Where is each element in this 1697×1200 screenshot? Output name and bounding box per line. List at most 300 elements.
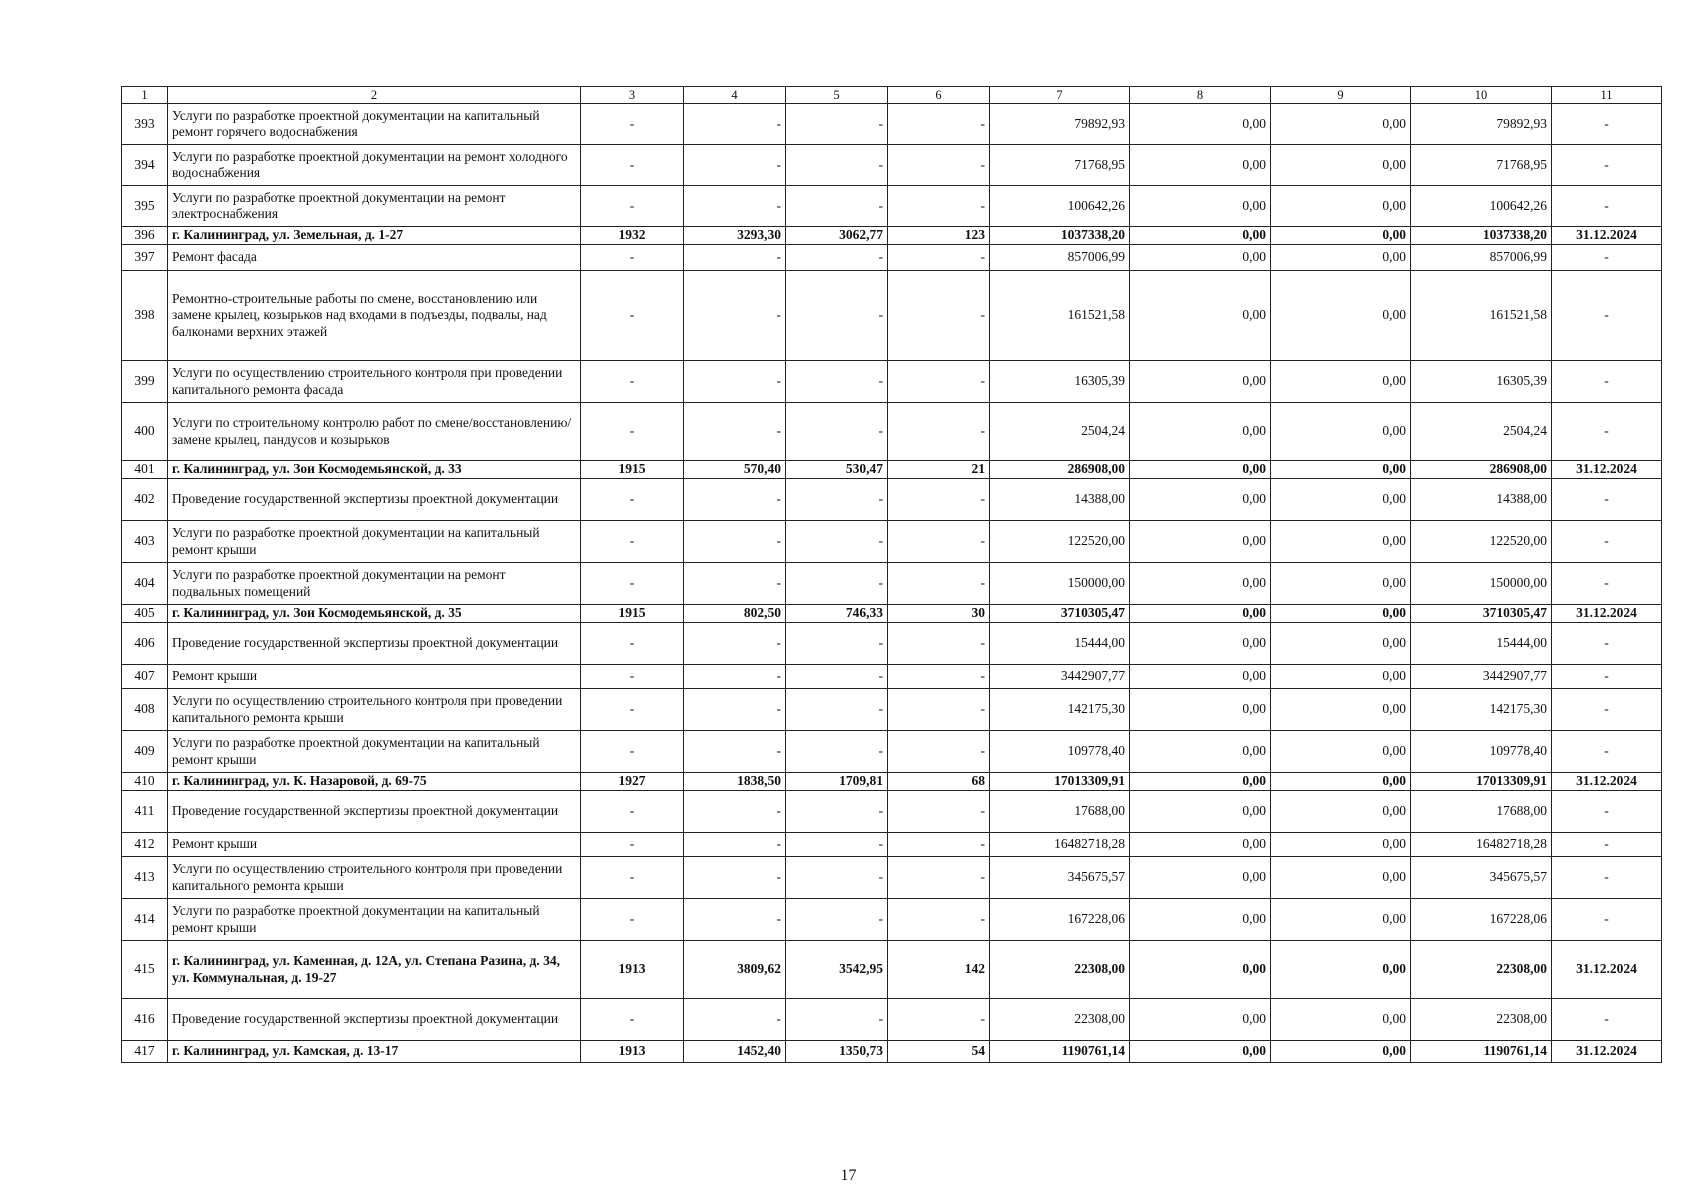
area-living-cell: 3062,77 — [786, 227, 888, 245]
year-cell: - — [581, 521, 684, 563]
year-cell: - — [581, 361, 684, 403]
item-name: Проведение государственной экспертизы проектной документации — [168, 999, 581, 1041]
address-row — [122, 1041, 1662, 1063]
deadline-cell: - — [1552, 145, 1662, 186]
deadline-cell: - — [1552, 104, 1662, 145]
deadline-cell: - — [1552, 563, 1662, 605]
deadline-cell: - — [1552, 999, 1662, 1041]
cost-col8-cell: 0,00 — [1130, 999, 1271, 1041]
deadline-cell: - — [1552, 186, 1662, 227]
year-cell: 1913 — [581, 1041, 684, 1063]
cost-col9-cell: 0,00 — [1271, 563, 1411, 605]
year-cell: 1915 — [581, 461, 684, 479]
year-cell: - — [581, 899, 684, 941]
cost-col8-cell: 0,00 — [1130, 461, 1271, 479]
area-total-cell: - — [684, 403, 786, 461]
cost-col10-cell: 22308,00 — [1411, 999, 1552, 1041]
column-number-header-row — [122, 87, 1662, 104]
area-total-cell: - — [684, 999, 786, 1041]
cost-col10-cell: 3442907,77 — [1411, 665, 1552, 689]
work-item-row — [122, 403, 1662, 461]
deadline-cell: - — [1552, 479, 1662, 521]
cost-col10-cell: 167228,06 — [1411, 899, 1552, 941]
row-number: 398 — [122, 271, 168, 361]
work-item-row — [122, 145, 1662, 186]
item-name: Услуги по разработке проектной документации на капитальный ремонт крыши — [168, 731, 581, 773]
cost-col10-cell: 3710305,47 — [1411, 605, 1552, 623]
area-living-cell: - — [786, 521, 888, 563]
row-number: 414 — [122, 899, 168, 941]
cost-col9-cell: 0,00 — [1271, 999, 1411, 1041]
row-number: 405 — [122, 605, 168, 623]
cost-col8-cell: 0,00 — [1130, 833, 1271, 857]
cost-total-cell: 16305,39 — [990, 361, 1130, 403]
cost-col8-cell: 0,00 — [1130, 623, 1271, 665]
cost-col10-cell: 122520,00 — [1411, 521, 1552, 563]
address-row — [122, 941, 1662, 999]
cost-col10-cell: 14388,00 — [1411, 479, 1552, 521]
cost-col9-cell: 0,00 — [1271, 791, 1411, 833]
area-total-cell: 3809,62 — [684, 941, 786, 999]
area-living-cell: - — [786, 245, 888, 271]
area-living-cell: 3542,95 — [786, 941, 888, 999]
area-total-cell: - — [684, 104, 786, 145]
area-living-cell: - — [786, 999, 888, 1041]
deadline-cell: - — [1552, 245, 1662, 271]
cost-col8-cell: 0,00 — [1130, 941, 1271, 999]
residents-cell: - — [888, 361, 990, 403]
column-header: 3 — [581, 87, 684, 104]
residents-cell: - — [888, 563, 990, 605]
row-number: 415 — [122, 941, 168, 999]
year-cell: - — [581, 479, 684, 521]
cost-col10-cell: 17013309,91 — [1411, 773, 1552, 791]
cost-total-cell: 109778,40 — [990, 731, 1130, 773]
cost-col8-cell: 0,00 — [1130, 479, 1271, 521]
cost-total-cell: 142175,30 — [990, 689, 1130, 731]
residents-cell: 123 — [888, 227, 990, 245]
cost-total-cell: 22308,00 — [990, 999, 1130, 1041]
area-total-cell: - — [684, 665, 786, 689]
area-living-cell: 746,33 — [786, 605, 888, 623]
deadline-cell: - — [1552, 403, 1662, 461]
item-name: Услуги по разработке проектной документации на капитальный ремонт крыши — [168, 521, 581, 563]
cost-total-cell: 3710305,47 — [990, 605, 1130, 623]
year-cell: - — [581, 403, 684, 461]
cost-col10-cell: 1037338,20 — [1411, 227, 1552, 245]
area-total-cell: 802,50 — [684, 605, 786, 623]
address-row — [122, 227, 1662, 245]
deadline-cell: - — [1552, 899, 1662, 941]
cost-col9-cell: 0,00 — [1271, 361, 1411, 403]
address-row — [122, 605, 1662, 623]
cost-total-cell: 857006,99 — [990, 245, 1130, 271]
year-cell: 1913 — [581, 941, 684, 999]
year-cell: - — [581, 186, 684, 227]
area-total-cell: 1838,50 — [684, 773, 786, 791]
area-living-cell: - — [786, 665, 888, 689]
cost-col8-cell: 0,00 — [1130, 1041, 1271, 1063]
cost-total-cell: 22308,00 — [990, 941, 1130, 999]
deadline-cell: 31.12.2024 — [1552, 773, 1662, 791]
year-cell: - — [581, 791, 684, 833]
area-total-cell: - — [684, 899, 786, 941]
cost-col8-cell: 0,00 — [1130, 563, 1271, 605]
cost-col9-cell: 0,00 — [1271, 773, 1411, 791]
row-number: 408 — [122, 689, 168, 731]
area-living-cell: - — [786, 791, 888, 833]
cost-col10-cell: 71768,95 — [1411, 145, 1552, 186]
deadline-cell: - — [1552, 731, 1662, 773]
cost-col10-cell: 16305,39 — [1411, 361, 1552, 403]
year-cell: 1915 — [581, 605, 684, 623]
area-total-cell: - — [684, 689, 786, 731]
item-name: г. Калининград, ул. Зои Космодемьянской, д. 35 — [168, 605, 581, 623]
area-living-cell: - — [786, 479, 888, 521]
item-name: Ремонт фасада — [168, 245, 581, 271]
year-cell: - — [581, 833, 684, 857]
row-number: 416 — [122, 999, 168, 1041]
year-cell: - — [581, 145, 684, 186]
deadline-cell: 31.12.2024 — [1552, 1041, 1662, 1063]
cost-col10-cell: 345675,57 — [1411, 857, 1552, 899]
cost-col9-cell: 0,00 — [1271, 145, 1411, 186]
residents-cell: 21 — [888, 461, 990, 479]
page-number: 17 — [840, 1167, 857, 1184]
cost-col10-cell: 100642,26 — [1411, 186, 1552, 227]
area-total-cell: 3293,30 — [684, 227, 786, 245]
cost-col9-cell: 0,00 — [1271, 104, 1411, 145]
area-living-cell: - — [786, 403, 888, 461]
cost-col9-cell: 0,00 — [1271, 689, 1411, 731]
cost-total-cell: 1037338,20 — [990, 227, 1130, 245]
item-name: Проведение государственной экспертизы проектной документации — [168, 479, 581, 521]
area-total-cell: - — [684, 731, 786, 773]
cost-col10-cell: 16482718,28 — [1411, 833, 1552, 857]
area-living-cell: - — [786, 271, 888, 361]
cost-col9-cell: 0,00 — [1271, 857, 1411, 899]
deadline-cell: 31.12.2024 — [1552, 941, 1662, 999]
row-number: 400 — [122, 403, 168, 461]
item-name: Проведение государственной экспертизы проектной документации — [168, 791, 581, 833]
item-name: г. Калининград, ул. Камская, д. 13-17 — [168, 1041, 581, 1063]
cost-col9-cell: 0,00 — [1271, 623, 1411, 665]
year-cell: - — [581, 857, 684, 899]
row-number: 396 — [122, 227, 168, 245]
year-cell: - — [581, 271, 684, 361]
row-number: 411 — [122, 791, 168, 833]
cost-col10-cell: 286908,00 — [1411, 461, 1552, 479]
cost-col9-cell: 0,00 — [1271, 521, 1411, 563]
cost-col10-cell: 109778,40 — [1411, 731, 1552, 773]
cost-total-cell: 14388,00 — [990, 479, 1130, 521]
row-number: 409 — [122, 731, 168, 773]
cost-total-cell: 286908,00 — [990, 461, 1130, 479]
work-item-row — [122, 731, 1662, 773]
cost-col9-cell: 0,00 — [1271, 403, 1411, 461]
row-number: 401 — [122, 461, 168, 479]
work-item-row — [122, 521, 1662, 563]
area-living-cell: 1709,81 — [786, 773, 888, 791]
column-header: 7 — [990, 87, 1130, 104]
cost-col8-cell: 0,00 — [1130, 665, 1271, 689]
cost-total-cell: 3442907,77 — [990, 665, 1130, 689]
area-total-cell: - — [684, 521, 786, 563]
cost-col10-cell: 150000,00 — [1411, 563, 1552, 605]
item-name: Услуги по разработке проектной документации на ремонт подвальных помещений — [168, 563, 581, 605]
cost-col8-cell: 0,00 — [1130, 361, 1271, 403]
item-name: Услуги по осуществлению строительного контроля при проведении капитального ремонта крыши — [168, 857, 581, 899]
year-cell: - — [581, 623, 684, 665]
cost-col8-cell: 0,00 — [1130, 773, 1271, 791]
work-item-row — [122, 689, 1662, 731]
cost-total-cell: 71768,95 — [990, 145, 1130, 186]
address-row — [122, 461, 1662, 479]
cost-col8-cell: 0,00 — [1130, 731, 1271, 773]
cost-total-cell: 161521,58 — [990, 271, 1130, 361]
work-item-row — [122, 479, 1662, 521]
cost-col9-cell: 0,00 — [1271, 479, 1411, 521]
residents-cell: 54 — [888, 1041, 990, 1063]
area-total-cell: - — [684, 857, 786, 899]
area-total-cell: - — [684, 361, 786, 403]
cost-col8-cell: 0,00 — [1130, 689, 1271, 731]
cost-col8-cell: 0,00 — [1130, 403, 1271, 461]
cost-col10-cell: 22308,00 — [1411, 941, 1552, 999]
area-living-cell: - — [786, 361, 888, 403]
year-cell: - — [581, 999, 684, 1041]
deadline-cell: - — [1552, 833, 1662, 857]
cost-col9-cell: 0,00 — [1271, 941, 1411, 999]
cost-col8-cell: 0,00 — [1130, 245, 1271, 271]
area-living-cell: - — [786, 623, 888, 665]
cost-col9-cell: 0,00 — [1271, 833, 1411, 857]
cost-col10-cell: 79892,93 — [1411, 104, 1552, 145]
cost-total-cell: 345675,57 — [990, 857, 1130, 899]
cost-col9-cell: 0,00 — [1271, 271, 1411, 361]
cost-col9-cell: 0,00 — [1271, 245, 1411, 271]
area-living-cell: - — [786, 104, 888, 145]
area-total-cell: 1452,40 — [684, 1041, 786, 1063]
year-cell: 1932 — [581, 227, 684, 245]
cost-col8-cell: 0,00 — [1130, 145, 1271, 186]
year-cell: - — [581, 731, 684, 773]
cost-col9-cell: 0,00 — [1271, 227, 1411, 245]
column-header: 2 — [168, 87, 581, 104]
item-name: г. Калининград, ул. Каменная, д. 12А, ул. Степана Разина, д. 34, ул. Коммунальная, д. 19-27 — [168, 941, 581, 999]
item-name: Ремонт крыши — [168, 833, 581, 857]
deadline-cell: - — [1552, 271, 1662, 361]
cost-col9-cell: 0,00 — [1271, 605, 1411, 623]
residents-cell: - — [888, 186, 990, 227]
item-name: Услуги по осуществлению строительного контроля при проведении капитального ремонта крыши — [168, 689, 581, 731]
cost-col9-cell: 0,00 — [1271, 186, 1411, 227]
residents-cell: - — [888, 833, 990, 857]
residents-cell: - — [888, 145, 990, 186]
area-total-cell: - — [684, 186, 786, 227]
cost-col9-cell: 0,00 — [1271, 665, 1411, 689]
cost-col8-cell: 0,00 — [1130, 104, 1271, 145]
year-cell: - — [581, 104, 684, 145]
area-living-cell: - — [786, 689, 888, 731]
residents-cell: 30 — [888, 605, 990, 623]
cost-col10-cell: 17688,00 — [1411, 791, 1552, 833]
deadline-cell: 31.12.2024 — [1552, 461, 1662, 479]
column-header: 11 — [1552, 87, 1662, 104]
area-living-cell: 530,47 — [786, 461, 888, 479]
column-header: 4 — [684, 87, 786, 104]
area-total-cell: - — [684, 833, 786, 857]
deadline-cell: - — [1552, 857, 1662, 899]
area-total-cell: - — [684, 563, 786, 605]
item-name: Услуги по разработке проектной документации на капитальный ремонт горячего водоснабжения — [168, 104, 581, 145]
deadline-cell: 31.12.2024 — [1552, 605, 1662, 623]
cost-total-cell: 167228,06 — [990, 899, 1130, 941]
area-living-cell: - — [786, 857, 888, 899]
item-name: Услуги по разработке проектной документации на капитальный ремонт крыши — [168, 899, 581, 941]
cost-col10-cell: 142175,30 — [1411, 689, 1552, 731]
cost-col8-cell: 0,00 — [1130, 791, 1271, 833]
cost-col8-cell: 0,00 — [1130, 186, 1271, 227]
item-name: г. Калининград, ул. Зои Космодемьянской, д. 33 — [168, 461, 581, 479]
area-living-cell: 1350,73 — [786, 1041, 888, 1063]
row-number: 406 — [122, 623, 168, 665]
work-item-row — [122, 245, 1662, 271]
area-total-cell: 570,40 — [684, 461, 786, 479]
cost-col9-cell: 0,00 — [1271, 461, 1411, 479]
row-number: 404 — [122, 563, 168, 605]
area-total-cell: - — [684, 245, 786, 271]
residents-cell: - — [888, 791, 990, 833]
cost-col8-cell: 0,00 — [1130, 521, 1271, 563]
row-number: 403 — [122, 521, 168, 563]
residents-cell: - — [888, 899, 990, 941]
work-item-row — [122, 899, 1662, 941]
cost-col8-cell: 0,00 — [1130, 227, 1271, 245]
row-number: 410 — [122, 773, 168, 791]
row-number: 399 — [122, 361, 168, 403]
work-item-row — [122, 361, 1662, 403]
deadline-cell: - — [1552, 361, 1662, 403]
residents-cell: - — [888, 479, 990, 521]
cost-col10-cell: 857006,99 — [1411, 245, 1552, 271]
row-number: 394 — [122, 145, 168, 186]
residents-cell: - — [888, 521, 990, 563]
cost-col10-cell: 1190761,14 — [1411, 1041, 1552, 1063]
column-header: 6 — [888, 87, 990, 104]
work-item-row — [122, 833, 1662, 857]
cost-col10-cell: 15444,00 — [1411, 623, 1552, 665]
cost-col8-cell: 0,00 — [1130, 271, 1271, 361]
residents-cell: - — [888, 665, 990, 689]
item-name: г. Калининград, ул. К. Назаровой, д. 69-75 — [168, 773, 581, 791]
work-item-row — [122, 857, 1662, 899]
deadline-cell: - — [1552, 665, 1662, 689]
work-item-row — [122, 623, 1662, 665]
residents-cell: - — [888, 689, 990, 731]
residents-cell: - — [888, 403, 990, 461]
area-living-cell: - — [786, 186, 888, 227]
address-row — [122, 773, 1662, 791]
area-living-cell: - — [786, 899, 888, 941]
item-name: Ремонт крыши — [168, 665, 581, 689]
item-name: Услуги по разработке проектной документации на ремонт электроснабжения — [168, 186, 581, 227]
year-cell: - — [581, 245, 684, 271]
area-total-cell: - — [684, 145, 786, 186]
residents-cell: 142 — [888, 941, 990, 999]
item-name: Проведение государственной экспертизы проектной документации — [168, 623, 581, 665]
residents-cell: - — [888, 271, 990, 361]
item-name: г. Калининград, ул. Земельная, д. 1-27 — [168, 227, 581, 245]
row-number: 402 — [122, 479, 168, 521]
year-cell: 1927 — [581, 773, 684, 791]
cost-total-cell: 100642,26 — [990, 186, 1130, 227]
cost-col8-cell: 0,00 — [1130, 605, 1271, 623]
area-total-cell: - — [684, 271, 786, 361]
item-name: Ремонтно-строительные работы по смене, восстановлению или замене крылец, козырьков над входами в подъезды, подвалы, над балконами верхних этажей — [168, 271, 581, 361]
residents-cell: - — [888, 731, 990, 773]
work-item-row — [122, 104, 1662, 145]
residents-cell: - — [888, 245, 990, 271]
row-number: 407 — [122, 665, 168, 689]
area-total-cell: - — [684, 623, 786, 665]
residents-cell: - — [888, 999, 990, 1041]
column-header: 5 — [786, 87, 888, 104]
residents-cell: 68 — [888, 773, 990, 791]
residents-cell: - — [888, 623, 990, 665]
cost-col9-cell: 0,00 — [1271, 1041, 1411, 1063]
year-cell: - — [581, 563, 684, 605]
row-number: 412 — [122, 833, 168, 857]
cost-total-cell: 122520,00 — [990, 521, 1130, 563]
area-living-cell: - — [786, 145, 888, 186]
cost-total-cell: 150000,00 — [990, 563, 1130, 605]
area-living-cell: - — [786, 833, 888, 857]
work-item-row — [122, 791, 1662, 833]
deadline-cell: - — [1552, 521, 1662, 563]
item-name: Услуги по осуществлению строительного контроля при проведении капитального ремонта фасада — [168, 361, 581, 403]
work-item-row — [122, 563, 1662, 605]
deadline-cell: - — [1552, 791, 1662, 833]
column-header: 8 — [1130, 87, 1271, 104]
register-sheet — [121, 86, 1661, 1063]
area-living-cell: - — [786, 731, 888, 773]
cost-col9-cell: 0,00 — [1271, 731, 1411, 773]
deadline-cell: - — [1552, 623, 1662, 665]
deadline-cell: - — [1552, 689, 1662, 731]
cost-total-cell: 17013309,91 — [990, 773, 1130, 791]
year-cell: - — [581, 665, 684, 689]
work-item-row — [122, 271, 1662, 361]
area-total-cell: - — [684, 791, 786, 833]
area-living-cell: - — [786, 563, 888, 605]
area-total-cell: - — [684, 479, 786, 521]
cost-total-cell: 16482718,28 — [990, 833, 1130, 857]
cost-col10-cell: 2504,24 — [1411, 403, 1552, 461]
item-name: Услуги по строительному контролю работ по смене/восстановлению/замене крылец, пандусов и козырьков — [168, 403, 581, 461]
row-number: 397 — [122, 245, 168, 271]
cost-total-cell: 17688,00 — [990, 791, 1130, 833]
column-header: 9 — [1271, 87, 1411, 104]
column-header: 10 — [1411, 87, 1552, 104]
work-item-row — [122, 999, 1662, 1041]
work-item-row — [122, 186, 1662, 227]
item-name: Услуги по разработке проектной документации на ремонт холодного водоснабжения — [168, 145, 581, 186]
row-number: 413 — [122, 857, 168, 899]
row-number: 395 — [122, 186, 168, 227]
residents-cell: - — [888, 104, 990, 145]
cost-col8-cell: 0,00 — [1130, 857, 1271, 899]
